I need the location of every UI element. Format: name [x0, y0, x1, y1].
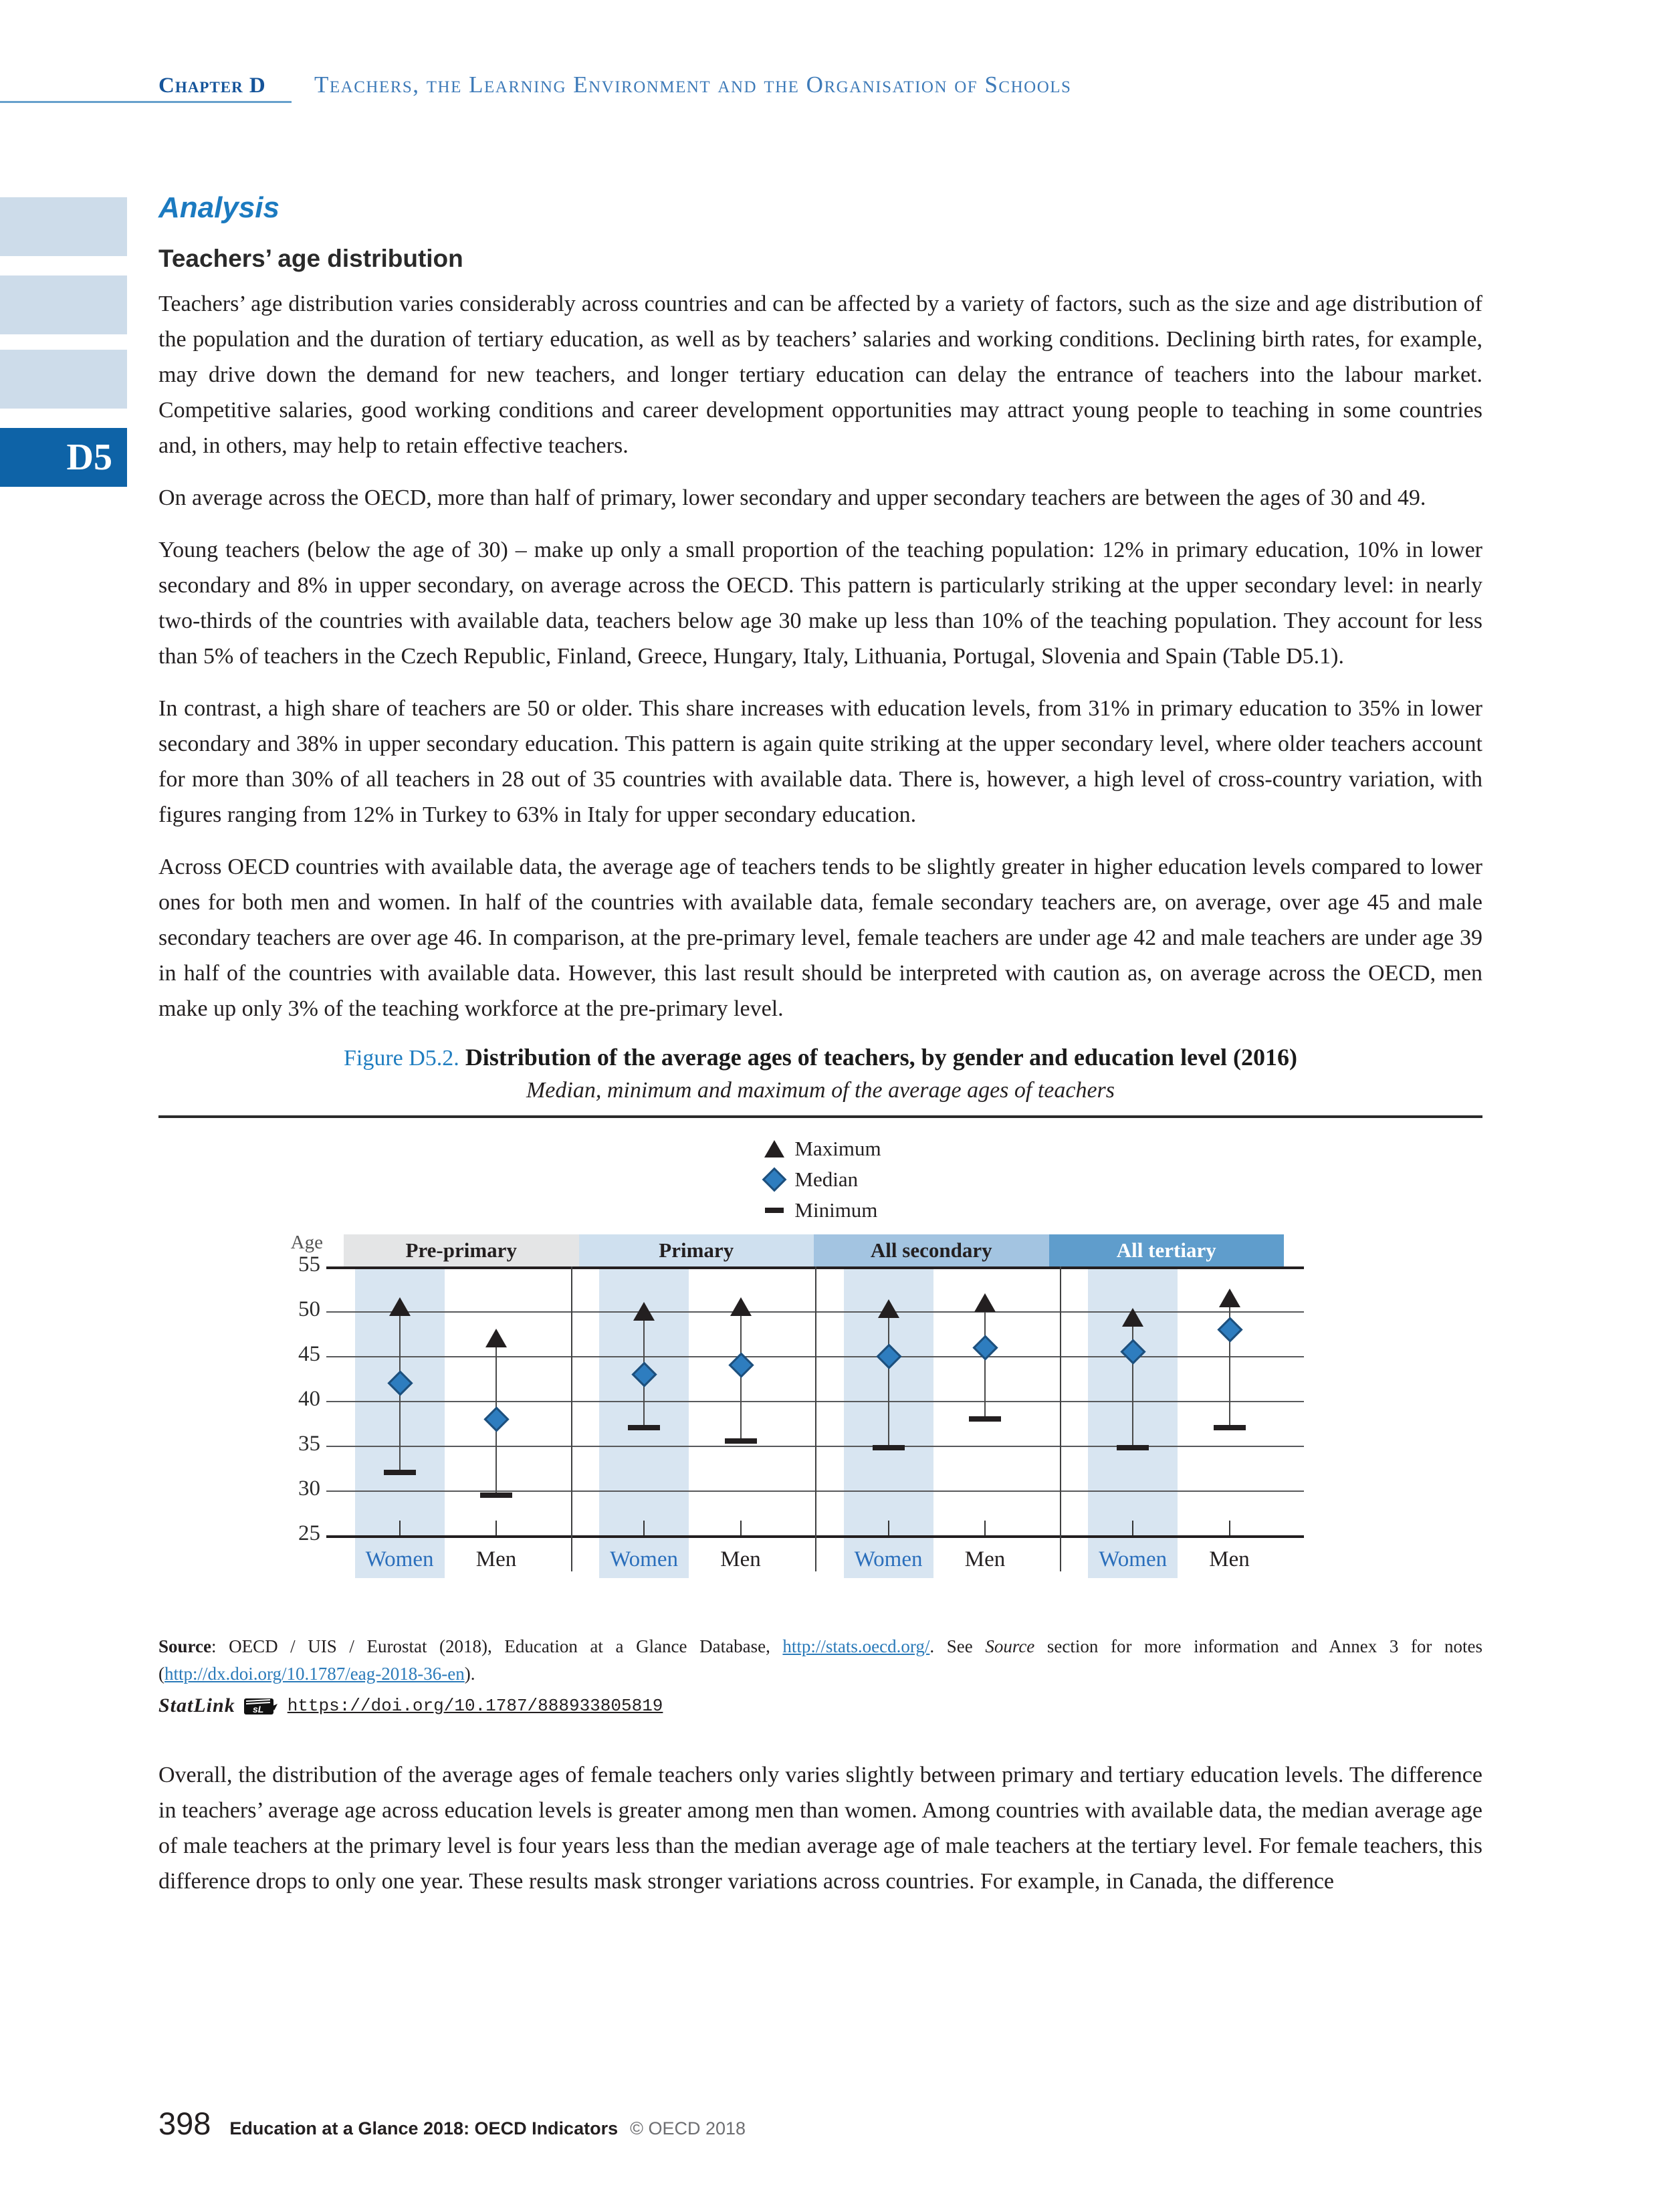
men-minimum-marker	[725, 1438, 757, 1444]
closing-paragraph: Overall, the distribution of the average ages of female teachers only varies slightly between primary and tertiary education levels. The difference in teachers’ average age across education levels is greater among men than women. Among countries with available data, the median average age of male teachers at the primary level is four years less than the median average age of male teachers at the tertiary level. For female teachers, this difference drops to only one year. These results mask stronger variations across countries. For example, in Canada, the difference	[158, 1763, 1482, 1894]
maximum-triangle-icon	[760, 1140, 789, 1157]
figure-rule	[158, 1115, 1482, 1118]
women-maximum-marker	[389, 1297, 411, 1316]
x-tick	[1229, 1521, 1230, 1535]
men-column-label: Men	[964, 1547, 1006, 1571]
x-tick	[984, 1521, 986, 1535]
women-maximum-marker	[878, 1299, 899, 1318]
panel-separator	[571, 1266, 572, 1571]
statlink-url[interactable]: https://doi.org/10.1787/888933805819	[287, 1696, 663, 1716]
y-tick-label: 45	[298, 1342, 320, 1366]
y-tick-label: 40	[298, 1387, 320, 1411]
women-maximum-marker	[1122, 1308, 1143, 1327]
svg-text:sL: sL	[252, 1704, 264, 1715]
panel-separator	[1060, 1266, 1061, 1571]
statlink-icon	[243, 1696, 278, 1716]
figure-subtitle: Median, minimum and maximum of the average ages of teachers	[526, 1078, 1115, 1103]
statlink-label: StatLink	[158, 1694, 235, 1717]
paragraph: Young teachers (below the age of 30) – make up only a small proportion of the teaching population: 12% in primary education, 10% in lower secondary and 8% in upper secondary, on average across the OECD. This pattern is particularly striking at the upper secondary level: in nearly two-thirds of the countries with available data, teachers below age 30 make up less than 10% of the teaching population. They account for less than 5% of teachers in the Czech Republic, Finland, Greece, Hungary, Italy, Lithuania, Portugal, Slovenia and Spain (Table D5.1).	[158, 538, 1482, 669]
women-minimum-marker	[1117, 1445, 1149, 1450]
figure-label: Figure D5.2.	[343, 1046, 459, 1071]
men-maximum-marker	[730, 1297, 752, 1316]
panel-separator	[815, 1266, 816, 1571]
figure-caption	[158, 1043, 1482, 1071]
women-minimum-marker	[873, 1445, 905, 1450]
source-note: Source: OECD / UIS / Eurostat (2018), Education at a Glance Database, http://stats.oecd.org/. See Source section for more information and Annex 3 for notes (http://dx.doi.org/10.1787/eag-2018-36-en).	[158, 1636, 1482, 1684]
median-diamond-icon	[760, 1171, 789, 1188]
women-minimum-marker	[628, 1425, 660, 1430]
paragraph: In contrast, a high share of teachers are 50 or older. This share increases with education levels, from 31% in primary education to 35% in lower secondary and 38% in upper secondary education. This pattern is again quite striking at the upper secondary level, where older teachers account for more than 30% of all teachers in 28 out of 35 countries with available data. There is, however, a high level of cross-country variation, with figures ranging from 12% in Turkey to 63% in Italy for upper secondary education.	[158, 696, 1482, 827]
plot-area	[326, 1232, 1304, 1606]
panel-header-pre-primary: Pre-primary	[344, 1234, 579, 1266]
men-median-marker	[483, 1406, 509, 1432]
y-tick-label: 55	[298, 1252, 320, 1277]
chapter-title: Teachers, the Learning Environment and the Organisation of Schools	[314, 72, 1072, 98]
sidebar-decoration-block	[0, 350, 127, 409]
analysis-heading: Analysis	[158, 191, 280, 224]
source-link-stats-oecd[interactable]: http://stats.oecd.org/	[782, 1636, 930, 1656]
y-tick-label: 50	[298, 1297, 320, 1321]
legend-item-maximum: Maximum	[760, 1137, 881, 1161]
men-column-label: Men	[1209, 1547, 1250, 1571]
statlink-row	[158, 1694, 1482, 1717]
men-maximum-marker	[1219, 1289, 1240, 1307]
section-subheading: Teachers’ age distribution	[158, 245, 463, 272]
chart-legend	[760, 1137, 881, 1222]
page-number: 398	[158, 2106, 211, 2141]
men-minimum-marker	[480, 1492, 512, 1498]
men-maximum-marker	[485, 1329, 507, 1347]
paragraph: On average across the OECD, more than half of primary, lower secondary and upper secondary teachers are between the ages of 30 and 49.	[158, 485, 1426, 510]
men-median-marker	[1217, 1317, 1242, 1342]
women-column-label: Women	[854, 1547, 923, 1571]
source-label: Source	[158, 1636, 211, 1656]
panel-header-primary: Primary	[579, 1234, 814, 1266]
women-column-label: Women	[610, 1547, 678, 1571]
paragraph: Across OECD countries with available data, the average age of teachers tends to be slightly greater in higher education levels compared to lower ones for both men and women. In half of the countries with available data, female secondary teachers are, on average, over age 45 and male secondary teachers are over age 46. In comparison, at the pre-primary level, female teachers are under age 42 and male teachers are under age 39 in half of the countries with available data. However, this last result should be interpreted with caution as, on average across the OECD, men make up only 3% of the teaching workforce at the pre-primary level.	[158, 855, 1482, 1021]
x-tick	[495, 1521, 497, 1535]
legend-item-minimum: Minimum	[760, 1198, 881, 1222]
panel-header-all-tertiary: All tertiary	[1049, 1234, 1285, 1266]
women-maximum-marker	[633, 1302, 655, 1321]
men-maximum-marker	[974, 1293, 996, 1312]
page-footer	[158, 2105, 746, 2142]
sidebar-decoration-block	[0, 275, 127, 334]
men-column-label: Men	[720, 1547, 761, 1571]
main-column	[158, 191, 1482, 1916]
men-column-label: Men	[475, 1547, 517, 1571]
y-tick-label: 25	[298, 1521, 320, 1545]
x-tick	[1132, 1521, 1133, 1535]
y-axis-title: Age	[290, 1232, 323, 1253]
range-chart	[158, 1232, 1482, 1606]
men-minimum-marker	[969, 1416, 1001, 1422]
sidebar-tab-d5: D5	[0, 428, 127, 487]
women-range-line	[888, 1309, 889, 1448]
sidebar-decoration-block	[0, 197, 127, 256]
x-tick	[643, 1521, 645, 1535]
legend-item-median: Median	[760, 1168, 881, 1192]
chapter-underline	[0, 101, 292, 103]
women-range-line	[1132, 1317, 1133, 1447]
x-tick	[888, 1521, 889, 1535]
panel-header-all-secondary: All secondary	[814, 1234, 1049, 1266]
women-column-label: Women	[1099, 1547, 1168, 1571]
women-column-label: Women	[365, 1547, 434, 1571]
men-minimum-marker	[1214, 1425, 1246, 1430]
y-tick-label: 35	[298, 1432, 320, 1456]
x-tick	[399, 1521, 401, 1535]
minimum-dash-icon	[760, 1208, 789, 1213]
paragraph: Teachers’ age distribution varies considerably across countries and can be affected by a variety of factors, such as the size and age distribution of the population and the duration of tertiary education, as well as by teachers’ salaries and working conditions. Declining birth rates, for example, may drive down the demand for new teachers, and longer tertiary education can delay the entrance of teachers into the labour market. Competitive salaries, good working conditions and career development opportunities may attract young people to teaching in some countries and, in others, may help to retain effective teachers.	[158, 292, 1482, 458]
footer-book-title: Education at a Glance 2018: OECD Indicators	[229, 2118, 619, 2138]
x-tick	[740, 1521, 742, 1535]
chapter-label: Chapter D	[158, 74, 266, 98]
figure-title: Distribution of the average ages of teachers, by gender and education level (2016)	[465, 1044, 1298, 1071]
source-link-doi-notes[interactable]: http://dx.doi.org/10.1787/eag-2018-36-en	[164, 1664, 465, 1684]
women-minimum-marker	[384, 1470, 416, 1475]
y-tick-label: 30	[298, 1476, 320, 1501]
footer-copyright: © OECD 2018	[630, 2118, 746, 2138]
